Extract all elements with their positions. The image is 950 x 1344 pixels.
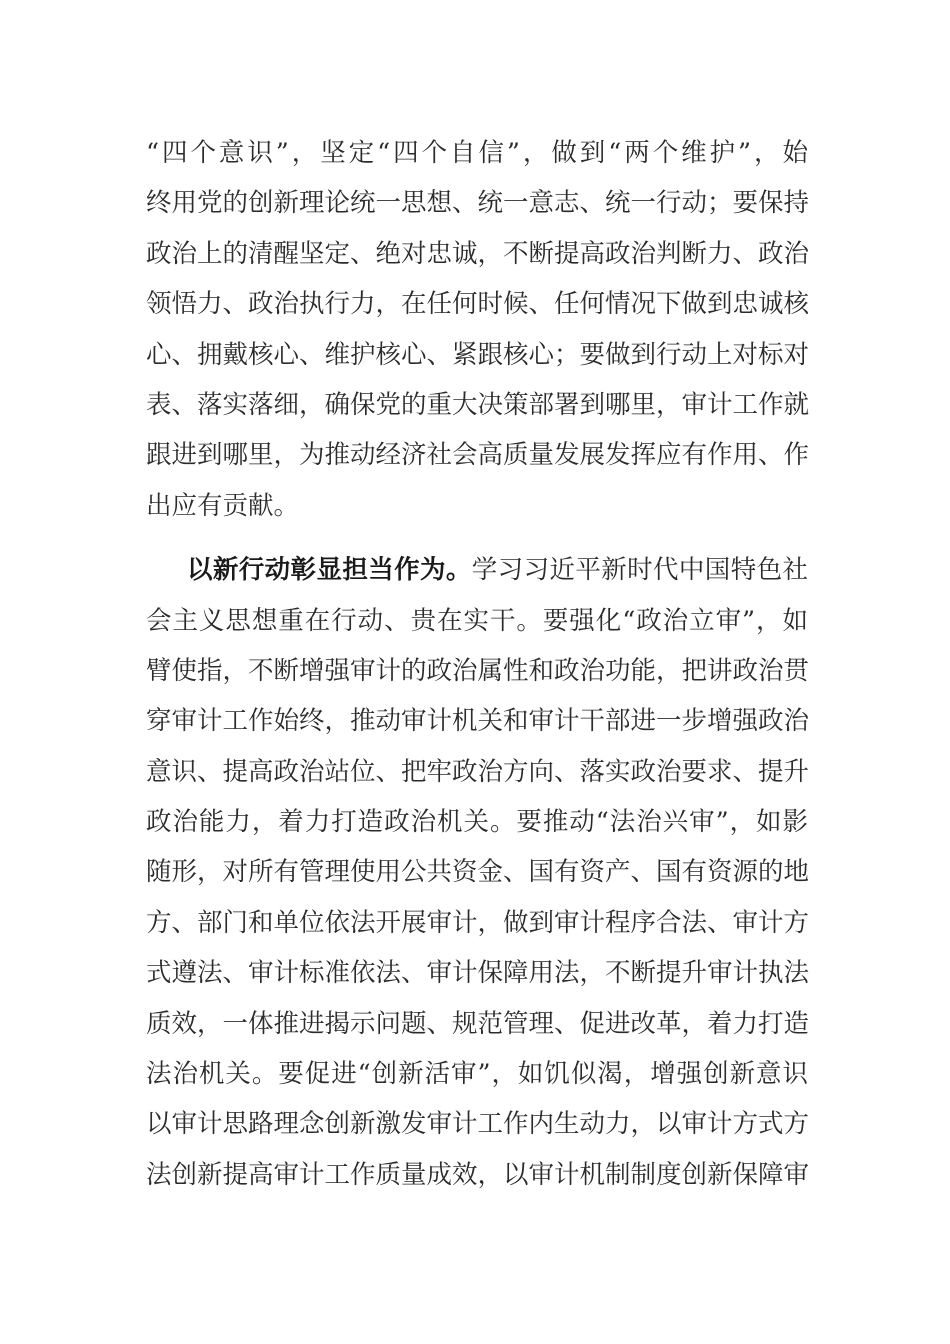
- text-line: 政治上的清醒坚定、绝对忠诚，不断提高政治判断力、政治: [146, 238, 810, 269]
- text-line: 领悟力、政治执行力，在任何时候、任何情况下做到忠诚核: [146, 289, 810, 320]
- text-line: 以审计思路理念创新激发审计工作内生动力，以审计方式方: [146, 1109, 810, 1140]
- paragraph-1: [146, 128, 808, 531]
- paragraph-gap: [146, 531, 808, 545]
- text-line: 意识、提高政治站位、把牢政治方向、落实政治要求、提升: [146, 756, 810, 787]
- text-line-first: [146, 545, 808, 595]
- text-line: “四个意识”，坚定“四个自信”，做到“两个维护”，始: [146, 138, 808, 168]
- paragraph-lead-heading: 以新行动彰显担当作为。: [187, 555, 472, 586]
- text-line: 质效，一体推进揭示问题、规范管理、促进改革，着力打造: [146, 1008, 810, 1039]
- text-line: 政治能力，着力打造政治机关。要推动“法治兴审”，如影: [146, 807, 808, 838]
- text-line: 穿审计工作始终，推动审计机关和审计干部进一步增强政治: [146, 706, 810, 737]
- text-run: 学习习近平新时代中国特色社: [471, 555, 808, 586]
- text-line: 终用党的创新理论统一思想、统一意志、统一行动；要保持: [146, 188, 810, 219]
- text-line: 会主义思想重在行动、贵在实干。要强化“政治立审”，如: [146, 605, 808, 636]
- text-line: 表、落实落细，确保党的重大决策部署到哪里，审计工作就: [146, 389, 810, 420]
- text-line: 方、部门和单位依法开展审计，做到审计程序合法、审计方: [146, 907, 810, 938]
- text-line: 心、拥戴核心、维护核心、紧跟核心；要做到行动上对标对: [146, 339, 810, 370]
- text-line: 随形，对所有管理使用公共资金、国有资产、国有资源的地: [146, 857, 810, 888]
- text-line: 式遵法、审计标准依法、审计保障用法，不断提升审计执法: [146, 958, 810, 989]
- text-line: 臂使指，不断增强审计的政治属性和政治功能，把讲政治贯: [146, 655, 810, 686]
- text-line: 跟进到哪里，为推动经济社会高质量发展发挥应有作用、作: [146, 440, 810, 471]
- paragraph-2: [146, 545, 808, 1200]
- text-line: 法创新提高审计工作质量成效，以审计机制制度创新保障审: [146, 1159, 810, 1190]
- text-line: 法治机关。要促进“创新活审”，如饥似渴，增强创新意识: [146, 1059, 808, 1090]
- text-line: 出应有贡献。: [146, 490, 300, 521]
